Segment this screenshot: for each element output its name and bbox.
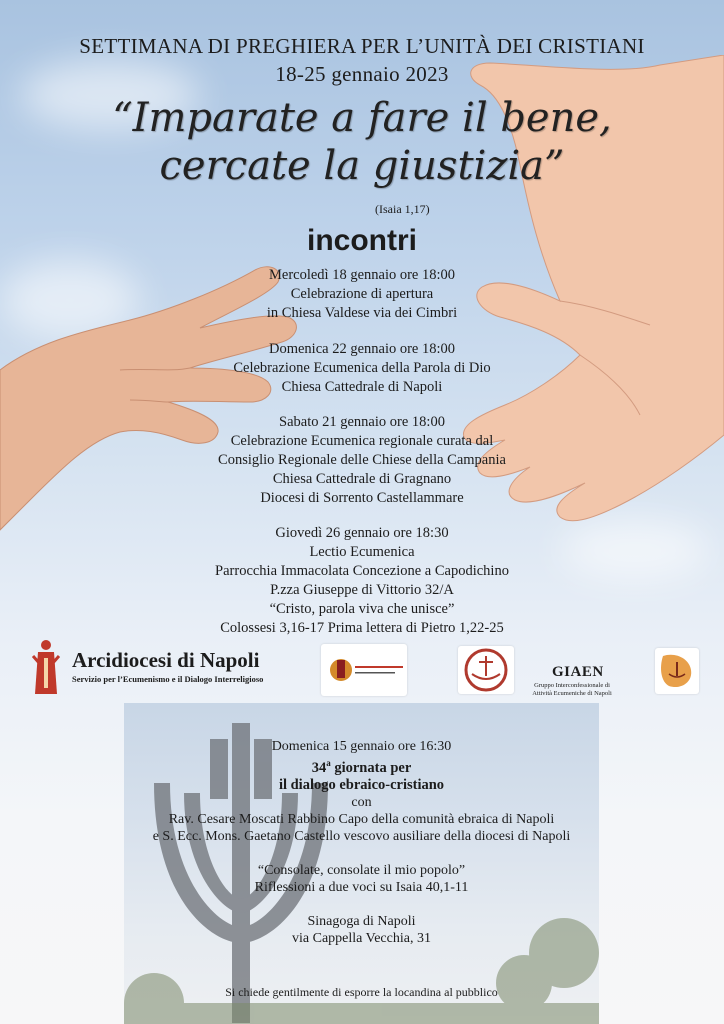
oikoumene-logo (458, 646, 514, 694)
giaen-title: GIAEN (552, 664, 604, 680)
ship-cross-icon (458, 646, 514, 694)
saint-figure-icon (32, 638, 60, 696)
event-line: Celebrazione Ecumenica della Parola di Dio (233, 360, 491, 376)
giaen-subtitle: Gruppo Interconfessionale di Attività Ecumeniche di Napoli (532, 682, 612, 697)
dialogue-edition (124, 755, 599, 777)
archdiocese-subtitle: Servizio per l’Ecumenismo e il Dialogo Interreligioso (72, 674, 264, 684)
event-line: in Chiesa Valdese via dei Cimbri (266, 305, 458, 321)
dialogue-venue: Sinagoga di Napoli (307, 913, 416, 929)
event-item (0, 413, 724, 508)
edition-suffix: a (326, 758, 331, 768)
event-line: “Cristo, parola viva che unisce” (269, 601, 455, 617)
event-line: Chiesa Cattedrale di Napoli (281, 379, 443, 395)
dialogue-address: via Cappella Vecchia, 31 (292, 930, 431, 946)
event-line: Celebrazione di apertura (290, 286, 434, 302)
footer-note: Si chiede gentilmente di esporre la locandina al pubblico (225, 985, 498, 999)
church-emblem-icon (321, 644, 407, 696)
dialogue-text (124, 738, 599, 947)
event-title: SETTIMANA DI PREGHIERA PER L’UNITÀ DEI CRISTIANI (79, 34, 645, 58)
event-line: Diocesi di Sorrento Castellammare (260, 490, 464, 506)
sponsor-logos (0, 630, 724, 700)
event-line: Colossesi 3,16-17 Prima lettera di Pietro 1,22-25 (220, 620, 504, 636)
dialogue-with: con (351, 794, 372, 810)
dialogue-title: il dialogo ebraico-cristiano (278, 776, 445, 793)
motto-line-2: cercate la giustizia” (159, 143, 565, 189)
event-item (0, 524, 724, 638)
dialogue-date: Domenica 15 gennaio ore 16:30 (271, 739, 452, 754)
event-line: Giovedì 26 gennaio ore 18:30 (275, 525, 449, 541)
misericordia-logo (321, 644, 407, 696)
motto-line-1: “Imparate a fare il bene, (112, 95, 612, 141)
dialogue-quote: “Consolate, consolate il mio popolo” (257, 862, 466, 878)
event-line: Parrocchia Immacolata Concezione a Capodichino (215, 563, 509, 579)
dialogue-speaker-2: e S. Ecc. Mons. Gaetano Castello vescovo ausiliare della diocesi di Napoli (152, 828, 571, 844)
event-line: Mercoledì 18 gennaio ore 18:00 (268, 267, 456, 283)
event-line: Consiglio Regionale delle Chiese della Campania (218, 452, 506, 468)
event-line: Domenica 22 gennaio ore 18:00 (268, 341, 456, 357)
dialogue-reflection: Riflessioni a due voci su Isaia 40,1-11 (254, 879, 469, 895)
bible-reference: (Isaia 1,17) (375, 202, 430, 216)
edition-rest: giornata per (330, 759, 412, 776)
event-line: P.zza Giuseppe di Vittorio 32/A (270, 582, 454, 598)
event-item (0, 340, 724, 397)
ship-map-icon (655, 648, 699, 694)
archdiocese-title: Arcidiocesi di Napoli (72, 648, 260, 672)
event-line: Celebrazione Ecumenica regionale curata dal (230, 433, 494, 449)
event-item (0, 266, 724, 323)
edition-number: 34 (311, 759, 327, 776)
dialogue-speaker-1: Rav. Cesare Moscati Rabbino Capo della comunità ebraica di Napoli (168, 811, 555, 827)
event-line: Chiesa Cattedrale di Gragnano (272, 471, 452, 487)
event-line: Lectio Ecumenica (309, 544, 415, 560)
oikoumene-campania-logo (655, 648, 699, 694)
section-title: incontri (307, 224, 417, 257)
event-dates: 18-25 gennaio 2023 (275, 62, 449, 86)
event-line: Sabato 21 gennaio ore 18:00 (279, 414, 445, 430)
